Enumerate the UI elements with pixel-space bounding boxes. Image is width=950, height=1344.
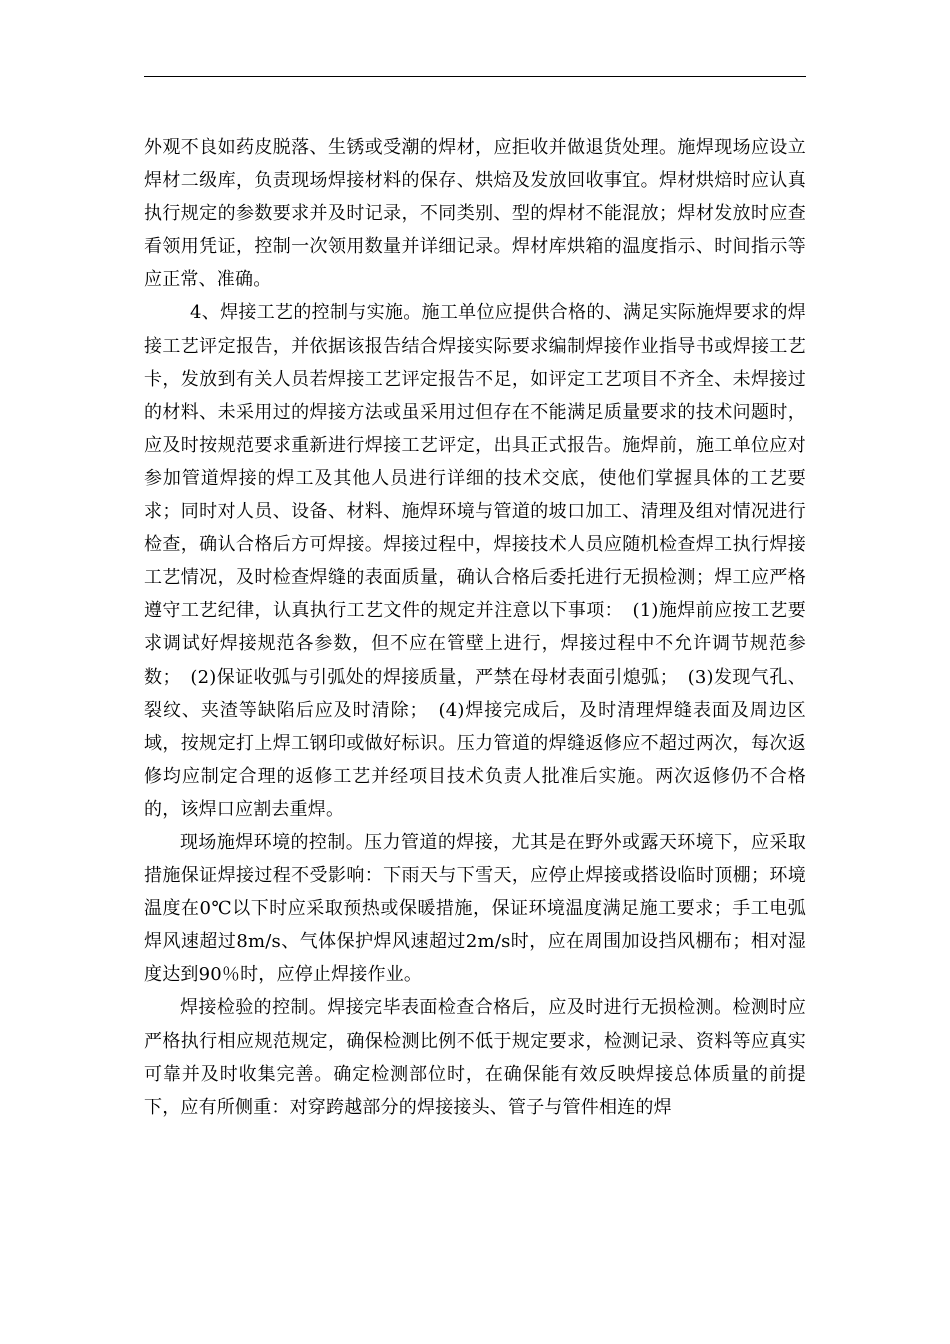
paragraph-welding-inspection-control: 焊接检验的控制。焊接完毕表面检查合格后，应及时进行无损检测。检测时应严格执行相应规范规定，确保检测比例不低于规定要求，检测记录、资料等应真实可靠并及时收集完善。确定检测部位时，在确保能有效反映焊接总体质量的前提下，应有所侧重：对穿跨越部分的焊接接头、管子与管件相连的焊 [144,997,806,1118]
header-rule [144,76,806,77]
paragraph-welding-environment-control: 现场施焊环境的控制。压力管道的焊接，尤其是在野外或露天环境下，应采取措施保证焊接过程不受影响：下雨天与下雪天，应停止焊接或搭设临时顶棚；环境温度在0℃以下时应采取预热或保暖措施，保证环境温度满足施工要求；手工电弧焊风速超过8m/s、气体保护焊风速超过2m/s时，应在周围加设挡风棚布；相对湿度达到90％时，应停止焊接作业。 [144,831,806,986]
document-body [144,131,806,1124]
paragraph-welding-material-storage: 外观不良如药皮脱落、生锈或受潮的焊材，应拒收并做退货处理。施焊现场应设立焊材二级库，负责现场焊接材料的保存、烘焙及发放回收事宜。焊材烘焙时应认真执行规定的参数要求并及时记录，不同类别、型的焊材不能混放；焊材发放时应查看领用凭证，控制一次领用数量并详细记录。焊材库烘箱的温度指示、时间指示等应正常、准确。 [144,137,806,291]
paragraph-welding-process-control: 4、焊接工艺的控制与实施。施工单位应提供合格的、满足实际施焊要求的焊接工艺评定报告，并依据该报告结合焊接实际要求编制焊接作业指导书或焊接工艺卡，发放到有关人员若焊接工艺评定报告不足，如评定工艺项目不齐全、未焊接过的材料、未采用过的焊接方法或虽采用过但存在不能满足质量要求的技术问题时，应及时按规范要求重新进行焊接工艺评定，出具正式报告。施焊前，施工单位应对参加管道焊接的焊工及其他人员进行详细的技术交底，使他们掌握具体的工艺要求；同时对人员、设备、材料、施焊环境与管道的坡口加工、清理及组对情况进行检查，确认合格后方可焊接。焊接过程中，焊接技术人员应随机检查焊工执行焊接工艺情况，及时检查焊缝的表面质量，确认合格后委托进行无损检测；焊工应严格遵守工艺纪律，认真执行工艺文件的规定并注意以下事项： (1)施焊前应按工艺要求调试好焊接规范各参数，但不应在管壁上进行，焊接过程中不允许调节规范参数； (2)保证收弧与引弧处的焊接质量，严禁在母材表面引熄弧； (3)发现气孔、裂纹、夹渣等缺陷后应及时清除； (4)焊接完成后，及时清理焊缝表面及周边区域，按规定打上焊工钢印或做好标识。压力管道的焊缝返修应不超过两次，每次返修均应制定合理的返修工艺并经项目技术负责人批准后实施。两次返修仍不合格的，该焊口应割去重焊。 [144,302,806,820]
